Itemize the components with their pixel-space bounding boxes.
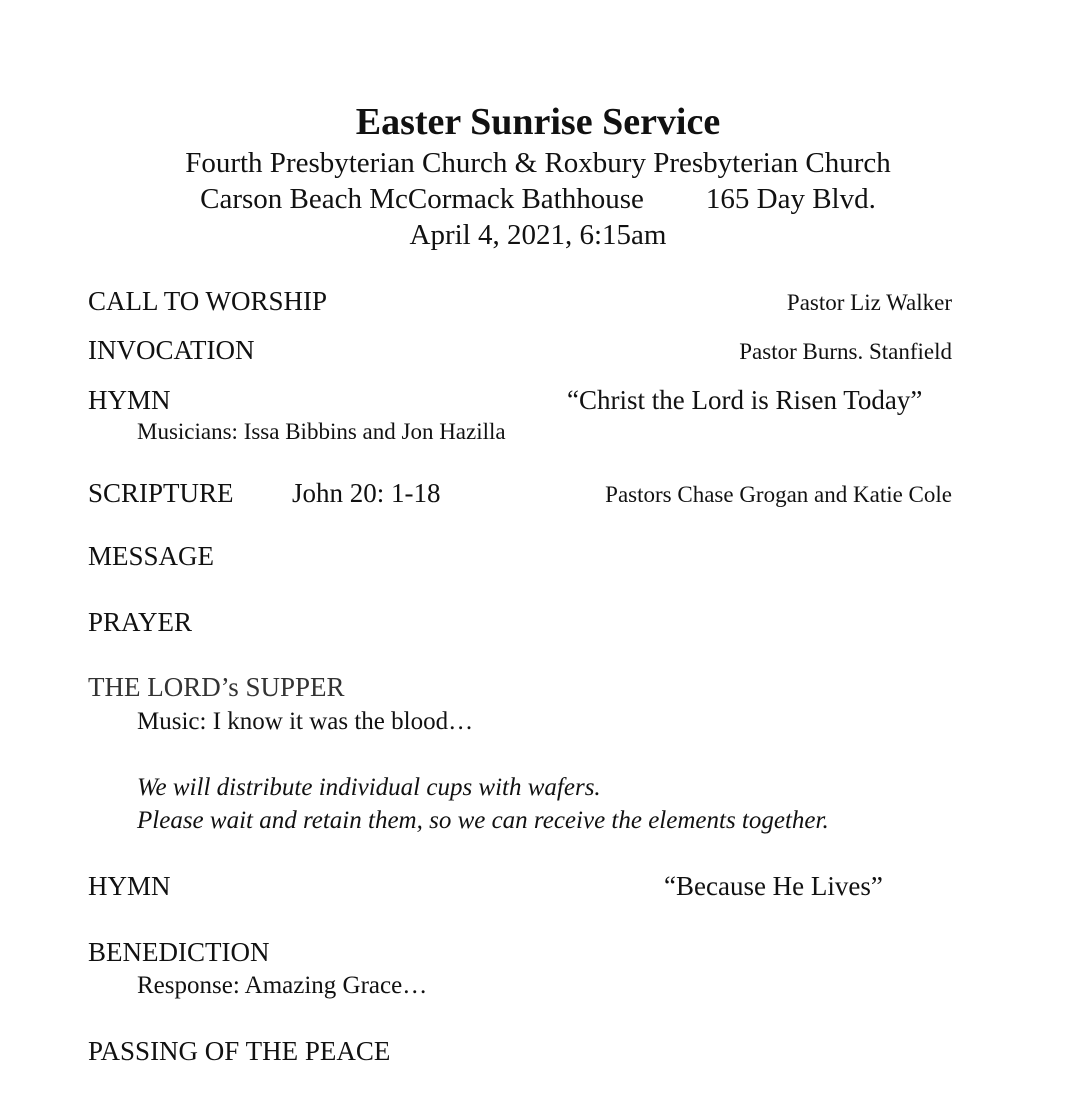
service-datetime: April 4, 2021, 6:15am bbox=[409, 219, 667, 251]
message-label: MESSAGE bbox=[88, 541, 215, 571]
scripture-label: SCRIPTURE bbox=[88, 478, 234, 508]
lords-supper-instruction-2: Please wait and retain them, so we can receive the elements together. bbox=[137, 807, 829, 834]
location-name: Carson Beach McCormack Bathhouse bbox=[200, 183, 644, 215]
invocation-label: INVOCATION bbox=[88, 335, 255, 365]
passing-peace-label: PASSING OF THE PEACE bbox=[88, 1036, 391, 1066]
churches-line: Fourth Presbyterian Church & Roxbury Presbyterian Church bbox=[185, 147, 891, 179]
invocation-leader: Pastor Burns. Stanfield bbox=[739, 339, 952, 364]
hymn-2-label: HYMN bbox=[88, 871, 171, 901]
lords-supper-music: Music: I know it was the blood… bbox=[137, 708, 474, 735]
location-address: 165 Day Blvd. bbox=[705, 183, 876, 215]
scripture-reference: John 20: 1-18 bbox=[292, 478, 441, 508]
lords-supper-label: THE LORD’s SUPPER bbox=[88, 672, 345, 702]
location-line bbox=[0, 183, 1076, 216]
prayer-label: PRAYER bbox=[88, 607, 193, 637]
lords-supper-instruction-1: We will distribute individual cups with wafers. bbox=[137, 774, 601, 801]
benediction-label: BENEDICTION bbox=[88, 937, 270, 967]
call-to-worship-label: CALL TO WORSHIP bbox=[88, 286, 328, 316]
scripture-leader: Pastors Chase Grogan and Katie Cole bbox=[605, 482, 952, 507]
call-to-worship-leader: Pastor Liz Walker bbox=[786, 290, 952, 315]
hymn-title: “Christ the Lord is Risen Today” bbox=[567, 385, 923, 415]
service-title: Easter Sunrise Service bbox=[355, 101, 721, 143]
benediction-response: Response: Amazing Grace… bbox=[137, 972, 428, 999]
hymn-label: HYMN bbox=[88, 385, 171, 415]
hymn-musicians: Musicians: Issa Bibbins and Jon Hazilla bbox=[137, 419, 506, 444]
hymn-2-title: “Because He Lives” bbox=[664, 871, 883, 901]
